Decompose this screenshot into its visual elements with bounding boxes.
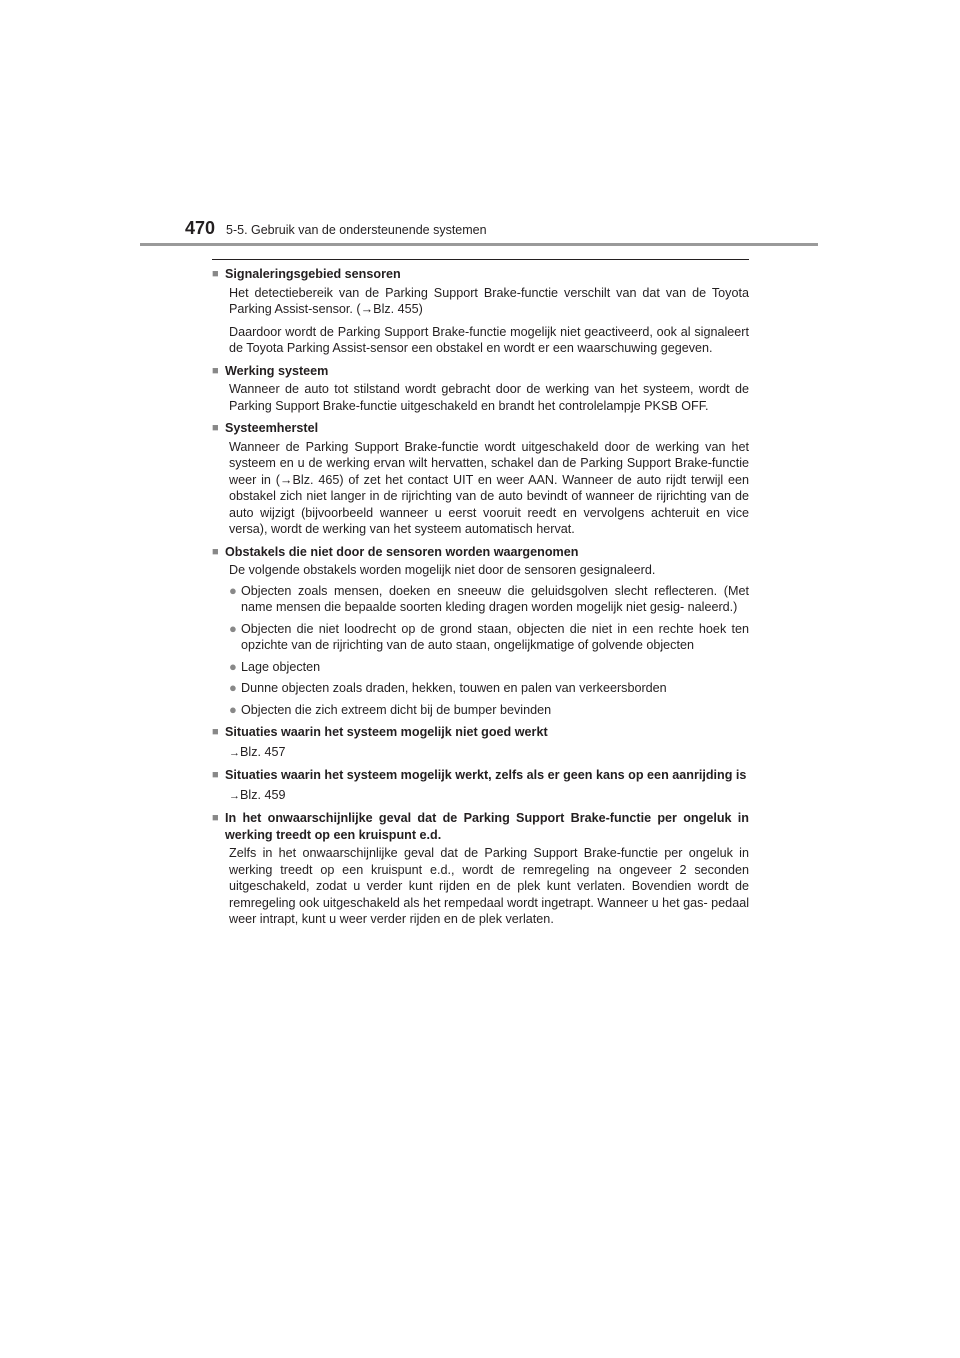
section-item (212, 724, 749, 761)
square-bullet-icon: ■ (212, 364, 219, 377)
header-rule (140, 243, 818, 246)
square-bullet-icon: ■ (212, 545, 219, 558)
arrow-right-icon: → (229, 789, 240, 802)
content (212, 266, 749, 934)
section-item (212, 363, 749, 415)
section-heading: Werking systeem (225, 363, 329, 378)
section-heading: Signaleringsgebied sensoren (225, 267, 401, 281)
page-reference[interactable]: →Blz. 457 (229, 744, 286, 759)
list-item: ● Dunne objecten zoals draden, hekken, touwen en palen van verkeersborden (229, 680, 667, 695)
section-item (212, 810, 749, 928)
section-item (212, 420, 749, 538)
circle-bullet-icon: ● (229, 620, 237, 636)
section-heading: Obstakels die niet door de sensoren worden waargenomen (225, 544, 579, 559)
list-item: ● Lage objecten (229, 658, 321, 674)
circle-bullet-icon: ● (229, 701, 237, 717)
square-bullet-icon: ■ (212, 422, 219, 434)
arrow-right-icon: → (229, 746, 240, 759)
section-item (212, 544, 749, 719)
circle-bullet-icon: ● (229, 680, 237, 695)
section-heading: Systeemherstel (225, 421, 319, 435)
section-item (212, 266, 749, 357)
paragraph: Zelfs in het onwaarschijnlijke geval dat de Parking Support Brake-functie per ongeluk in werking treedt op een kruispunt e.d., wordt de remregeling na ongeveer 2 seconden uitgeschakeld, zodat u verder kunt rijden en de plek kunt verlaten. Bovendien wordt de remregeling ook uitgeschakeld als het rempedaal wordt ingetrapt. Wanneer u het gas- pedaal weer intrapt, kunt u weer verder rijden en de plek verlaten. (229, 846, 749, 926)
square-bullet-icon: ■ (212, 268, 219, 280)
section-heading: Situaties waarin het systeem mogelijk niet goed werkt (225, 725, 548, 739)
paragraph: Daardoor wordt de Parking Support Brake-functie mogelijk niet geactiveerd, ook al signaleert de Toyota Parking Assist-sensor een obstakel en wordt er een waarschuwing gegeven. (229, 324, 749, 355)
page-header (185, 218, 487, 239)
content-rule (212, 259, 749, 260)
section-heading: In het onwaarschijnlijke geval dat de Parking Support Brake-functie per ongeluk in werking treedt op een kruispunt e.d. (225, 811, 749, 842)
paragraph: Wanneer de Parking Support Brake-functie wordt uitgeschakeld door de werking van het systeem en u de werking ervan wilt hervatten, schakel dan de Parking Support Brake-functie weer in (→Blz. 465) of zet het contact UIT en weer AAN. Wanneer de auto rijdt terwijl een obstakel zich niet langer in de rijrichting van de auto bevindt of wanneer de rijrichting van de auto wijzigt (bijvoorbeeld wanneer u eerst vooruit reedt en vervolgens achteruit en vice versa), wordt de werking van het systeem automatisch hervat. (229, 439, 749, 536)
section-item (212, 767, 749, 804)
paragraph: De volgende obstakels worden mogelijk niet door de sensoren gesignaleerd. (229, 563, 656, 577)
circle-bullet-icon: ● (229, 582, 237, 598)
paragraph: Wanneer de auto tot stilstand wordt gebracht door de werking van het systeem, wordt de Parking Support Brake-functie uitgeschakeld en brandt het controlelampje PKSB OFF. (229, 382, 749, 413)
section-heading: Situaties waarin het systeem mogelijk werkt, zelfs als er geen kans op een aanrijding is (225, 768, 747, 782)
section-title: 5-5. Gebruik van de ondersteunende systemen (226, 223, 487, 237)
list-item: ● Objecten die zich extreem dicht bij de bumper bevinden (229, 701, 552, 717)
square-bullet-icon: ■ (212, 726, 219, 738)
square-bullet-icon: ■ (212, 812, 219, 824)
paragraph: Het detectiebereik van de Parking Support Brake-functie verschilt van dat van de Toyota Parking Assist-sensor. (→Blz. 455) (229, 285, 749, 316)
page-number: 470 (185, 218, 216, 238)
list-item: ● Objecten zoals mensen, doeken en sneeuw die geluidsgolven slecht reflecteren. (Met name mensen die bepaalde soorten kleding dragen worden mogelijk niet gesig- naleerd.) (229, 582, 749, 614)
square-bullet-icon: ■ (212, 769, 219, 781)
bullet-list (229, 583, 749, 719)
page-reference[interactable]: →Blz. 459 (229, 787, 286, 802)
circle-bullet-icon: ● (229, 658, 237, 674)
list-item: ● Objecten die niet loodrecht op de grond staan, objecten die niet in een rechte hoek ten opzichte van de rijrichting van de auto staan, ongelijkmatige of golvende objecten (229, 620, 749, 652)
